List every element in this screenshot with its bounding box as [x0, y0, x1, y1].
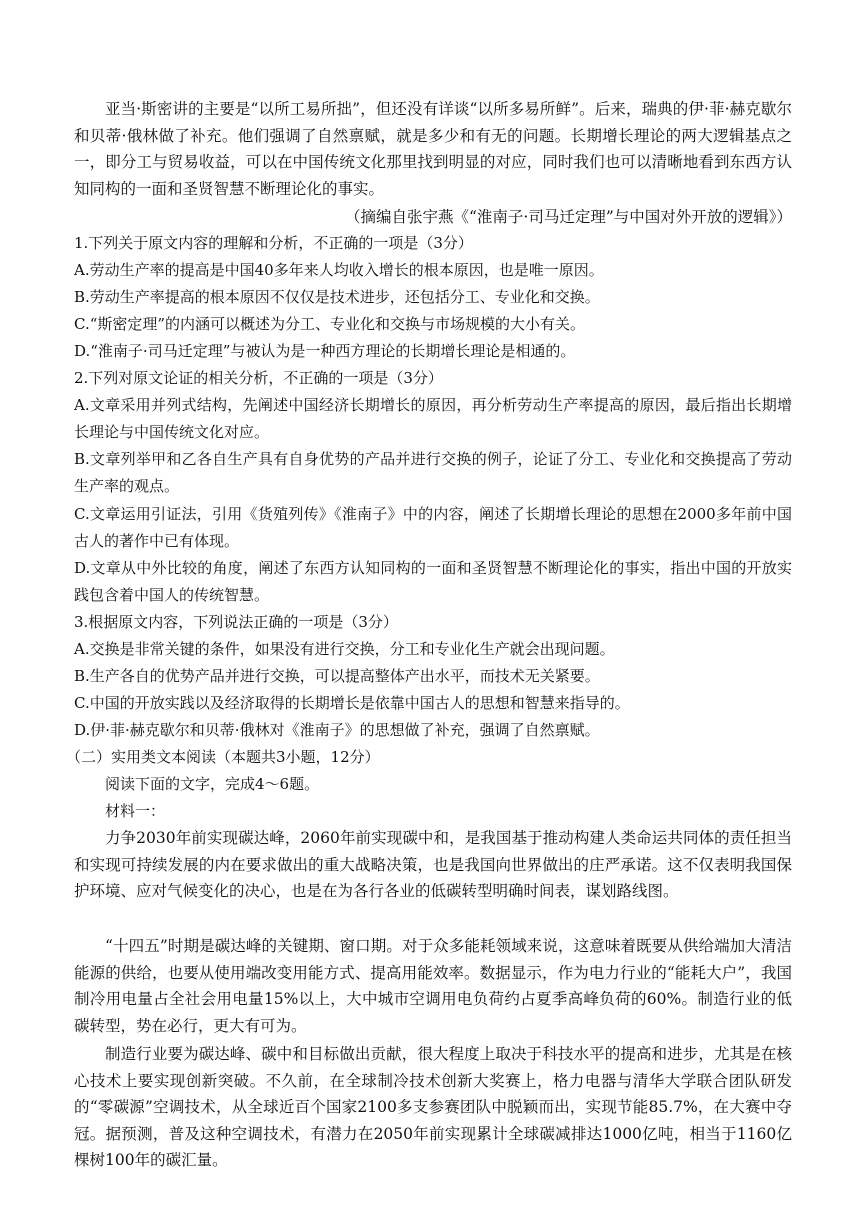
question-2-option-a: A.文章采用并列式结构，先阐述中国经济长期增长的原因，再分析劳动生产率提高的原因，最后指出长期增长理论与中国传统文化对应。 [74, 396, 792, 441]
question-1-option-c: C.“斯密定理”的内涵可以概述为分工、专业化和交换与市场规模的大小有关。 [74, 315, 586, 333]
material-1-paragraph-2: “十四五”时期是碳达峰的关键期、窗口期。对于众多能耗领域来说，这意味着既要从供给端加大清洁能源的供给，也要从使用端改变用能方式、提高用能效率。数据显示，作为电力行业的“能耗大户”，我国制冷用电量占全社会用电量15%以上，大中城市空调用电负荷约占夏季高峰负荷的60%。制造行业的低碳转型，势在必行，更大有可为。 [74, 937, 792, 1035]
question-3-option-d: D.伊·菲·赫克歇尔和贝蒂·俄林对《淮南子》的思想做了补充，强调了自然禀赋。 [74, 721, 600, 739]
question-2-option-d: D.文章从中外比较的角度，阐述了东西方认知同构的一面和圣贤智慧不断理论化的事实，指出中国的开放实践包含着中国人的传统智慧。 [74, 559, 792, 604]
section-2-instruction: 阅读下面的文字，完成4～6题。 [105, 775, 320, 793]
passage-final-paragraph: 亚当·斯密讲的主要是“以所工易所拙”，但还没有详谈“以所多易所鲜”。后来，瑞典的伊·菲·赫克歇尔和贝蒂·俄林做了补充。他们强调了自然禀赋，就是多少和有无的问题。长期增长理论的两大逻辑基点之一，即分工与贸易收益，可以在中国传统文化那里找到明显的对应，同时我们也可以清晰地看到东西方认知同构的一面和圣贤智慧不断理论化的事实。 [74, 100, 792, 198]
question-2-option-b: B.文章列举甲和乙各自生产具有自身优势的产品并进行交换的例子，论证了分工、专业化和交换提高了劳动生产率的观点。 [74, 450, 792, 495]
question-2-stem: 2.下列对原文论证的相关分析，不正确的一项是（3分） [74, 369, 443, 387]
question-2-option-c: C.文章运用引证法，引用《货殖列传》《淮南子》中的内容，阐述了长期增长理论的思想在2000多年前中国古人的著作中已有体现。 [74, 505, 792, 550]
question-1-option-d: D.“淮南子·司马迁定理”与被认为是一种西方理论的长期增长理论是相通的。 [74, 342, 576, 360]
question-1-option-a: A.劳动生产率的提高是中国40多年来人均收入增长的根本原因，也是唯一原因。 [74, 261, 604, 279]
passage-source-citation: （摘编自张宇燕《“淮南子·司马迁定理”与中国对外开放的逻辑》） [344, 208, 792, 226]
question-1-stem: 1.下列关于原文内容的理解和分析，不正确的一项是（3分） [74, 234, 473, 252]
material-1-paragraph-3: 制造行业要为碳达峰、碳中和目标做出贡献，很大程度上取决于科技水平的提高和进步，尤其是在核心技术上要实现创新突破。不久前，在全球制冷技术创新大奖赛上，格力电器与清华大学联合团队研发的“零碳源”空调技术，从全球近百个国家2100多支参赛团队中脱颖而出，实现节能85.7%，在大赛中夺冠。据预测，普及这种空调技术，有潜力在2050年前实现累计全球碳减排达1000亿吨，相当于1160亿棵树100年的碳汇量。 [74, 1045, 792, 1169]
question-3-stem: 3.根据原文内容，下列说法正确的一项是（3分） [74, 613, 398, 631]
material-1-paragraph-1: 力争2030年前实现碳达峰，2060年前实现碳中和，是我国基于推动构建人类命运共同体的责任担当和实现可持续发展的内在要求做出的重大战略决策，也是我国向世界做出的庄严承诺。这不仅表明我国保护环境、应对气候变化的决心，也是在为各行各业的低碳转型明确时间表，谋划路线图。 [74, 829, 792, 900]
question-3-option-c: C.中国的开放实践以及经济取得的长期增长是依靠中国古人的思想和智慧来指导的。 [74, 694, 630, 712]
question-1-option-b: B.劳动生产率提高的根本原因不仅仅是技术进步，还包括分工、专业化和交换。 [74, 288, 600, 306]
section-2-heading: （二）实用类文本阅读（本题共3小题，12分） [66, 748, 380, 766]
question-3-option-b: B.生产各自的优势产品并进行交换，可以提高整体产出水平，而技术无关紧要。 [74, 667, 600, 685]
question-3-option-a: A.交换是非常关键的条件，如果没有进行交换，分工和专业化生产就会出现问题。 [74, 640, 615, 658]
material-1-label: 材料一： [105, 802, 166, 820]
